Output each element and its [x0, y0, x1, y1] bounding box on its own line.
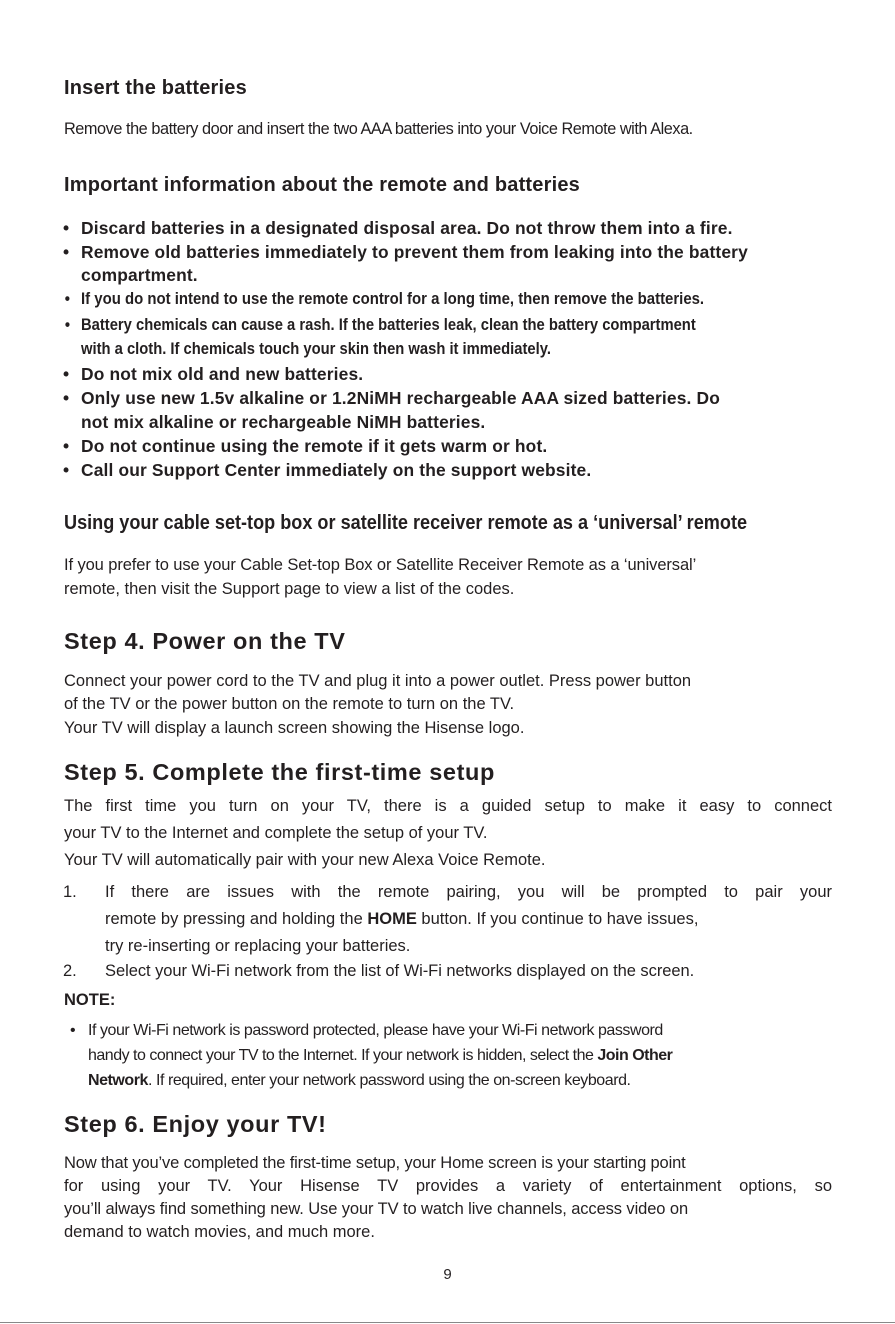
list-item-1-line1: If there are issues with the remote pairing, you will be prompted to pair your	[105, 883, 832, 901]
bullet-no-mix: • Do not mix old and new batteries.	[81, 364, 363, 385]
bullet-remove-old-cont: compartment.	[81, 265, 198, 285]
note-bullet-line2: handy to connect your TV to the Internet. If your network is hidden, select the Join Other	[88, 1047, 673, 1064]
paragraph-insert-batteries: Remove the battery door and insert the two AAA batteries into your Voice Remote with Alexa.	[64, 120, 693, 138]
note-bullet-line3: Network. If required, enter your network password using the on-screen keyboard.	[88, 1072, 631, 1089]
list-item-2: Select your Wi-Fi network from the list of Wi-Fi networks displayed on the screen.	[105, 962, 695, 980]
paragraph-step6-line4: demand to watch movies, and much more.	[64, 1223, 375, 1241]
paragraph-universal-line2: remote, then visit the Support page to view a list of the codes.	[64, 580, 515, 598]
paragraph-step4-line2: of the TV or the power button on the remote to turn on the TV.	[64, 695, 515, 713]
heading-universal-remote: Using your cable set-top box or satellite receiver remote as a ‘universal’ remote	[64, 512, 748, 534]
paragraph-step5-line1: The first time you turn on your TV, there is a guided setup to make it easy to connect	[64, 797, 832, 815]
list-item-1-line3: try re-inserting or replacing your batteries.	[105, 937, 411, 955]
heading-step-5: Step 5. Complete the first-time setup	[64, 759, 495, 785]
bullet-warm: • Do not continue using the remote if it gets warm or hot.	[81, 436, 547, 457]
bullet-chemicals-cont: with a cloth. If chemicals touch your skin then wash it immediately.	[81, 340, 551, 358]
bullet-long-time: • If you do not intend to use the remote control for a long time, then remove the batteries.	[81, 290, 704, 309]
heading-insert-batteries: Insert the batteries	[64, 77, 247, 99]
heading-step-4: Step 4. Power on the TV	[64, 628, 346, 654]
paragraph-step6-line3: you’ll always find something new. Use your TV to watch live channels, access video on	[64, 1200, 689, 1218]
bullet-support: • Call our Support Center immediately on the support website.	[81, 460, 591, 481]
bullet-remove-old: • Remove old batteries immediately to prevent them from leaking into the battery	[81, 242, 748, 263]
paragraph-step6-line1: Now that you’ve completed the first-time setup, your Home screen is your starting point	[64, 1154, 686, 1172]
bullet-discard: • Discard batteries in a designated disposal area. Do not throw them into a fire.	[81, 218, 733, 239]
heading-step-6: Step 6. Enjoy your TV!	[64, 1111, 327, 1137]
paragraph-universal-line1: If you prefer to use your Cable Set-top Box or Satellite Receiver Remote as a ‘universal’	[64, 556, 697, 574]
bullet-chemicals: • Battery chemicals can cause a rash. If the batteries leak, clean the battery compartment	[81, 316, 696, 335]
bullet-only-new-cont: not mix alkaline or rechargeable NiMH batteries.	[81, 412, 486, 432]
page-number: 9	[443, 1266, 452, 1283]
note-label: NOTE:	[64, 991, 116, 1009]
note-bullet-line1: • If your Wi-Fi network is password protected, please have your Wi-Fi network password	[88, 1022, 663, 1040]
heading-important-info: Important information about the remote and batteries	[64, 174, 580, 196]
paragraph-step4-line3: Your TV will display a launch screen showing the Hisense logo.	[64, 719, 525, 737]
bullet-only-new: • Only use new 1.5v alkaline or 1.2NiMH rechargeable AAA sized batteries. Do	[81, 388, 720, 409]
list-item-1-line2: remote by pressing and holding the HOME button. If you continue to have issues,	[105, 910, 699, 928]
bottom-edge-line	[0, 1322, 895, 1323]
paragraph-step6-line2: for using your TV. Your Hisense TV provides a variety of entertainment options, so	[64, 1177, 832, 1195]
paragraph-step4-line1: Connect your power cord to the TV and plug it into a power outlet. Press power button	[64, 672, 692, 690]
paragraph-step5-line3: Your TV will automatically pair with your new Alexa Voice Remote.	[64, 851, 546, 869]
paragraph-step5-line2: your TV to the Internet and complete the setup of your TV.	[64, 824, 488, 842]
